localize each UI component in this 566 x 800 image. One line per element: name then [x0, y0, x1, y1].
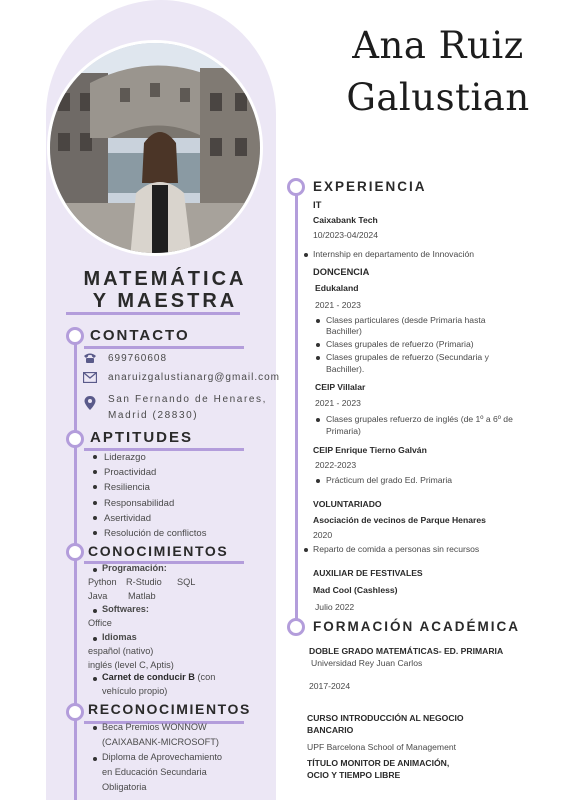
skill-item: Liderazgo — [92, 450, 206, 465]
languages-label: Idiomas — [102, 632, 137, 642]
edukaland-b1-line2: Bachiller) — [326, 326, 362, 336]
programming-lang: Python — [88, 577, 117, 587]
edukaland-dates: 2021 - 2023 — [315, 300, 361, 310]
course-title-line2: BANCARIO — [307, 725, 354, 735]
left-timeline-line — [74, 344, 77, 800]
license-line1 — [102, 671, 215, 685]
name-first: Ana Ruiz — [352, 24, 524, 67]
galvan-company: CEIP Enrique Tierno Galván — [313, 445, 427, 455]
location-pin-icon — [82, 396, 98, 410]
villalar-dates: 2021 - 2023 — [315, 398, 361, 408]
recognition-item2-line2: en Educación Secundaria — [102, 767, 207, 777]
bullet-dot — [316, 356, 320, 360]
bullet-dot — [316, 319, 320, 323]
contact-section-marker — [66, 327, 84, 345]
software-label: Softwares: — [102, 604, 149, 614]
recognition-item1-line1: Beca Premios WONNOW — [102, 722, 207, 732]
phone-icon — [82, 351, 98, 365]
bullet-dot — [93, 726, 97, 730]
festival-org: Mad Cool (Cashless) — [313, 585, 398, 595]
programming-label: Programación: — [102, 563, 167, 573]
programming-lang: Java — [88, 591, 108, 601]
teaching-heading: DONCENCIA — [313, 267, 370, 277]
programming-lang: R-Studio — [126, 577, 162, 587]
profile-photo — [47, 40, 263, 256]
skills-section-marker — [66, 430, 84, 448]
edukaland-b3-line1: Clases grupales de refuerzo (Secundaria y — [326, 352, 489, 362]
bullet-dot — [93, 637, 97, 641]
bullet-dot — [316, 479, 320, 483]
skill-item: Resolución de conflictos — [92, 526, 206, 541]
bullet-dot — [304, 253, 308, 257]
edukaland-b2: Clases grupales de refuerzo (Primaria) — [326, 339, 474, 349]
edukaland-company: Edukaland — [315, 283, 359, 293]
knowledge-section-marker — [66, 543, 84, 561]
recognitions-section-marker — [66, 703, 84, 721]
education-dates: 2017-2024 — [309, 681, 351, 691]
monitor-title-line2: OCIO Y TIEMPO LIBRE — [307, 770, 401, 780]
license-suffix: (con — [194, 672, 216, 682]
education-degree: DOBLE GRADO MATEMÁTICAS- ED. PRIMARIA — [309, 646, 504, 656]
volunteer-bullet: Reparto de comida a personas sin recursos — [313, 544, 480, 554]
edukaland-b1-line1: Clases particulares (desde Primaria hasta — [326, 315, 486, 325]
bullet-dot — [93, 609, 97, 613]
festival-date: Julio 2022 — [315, 602, 355, 612]
license-label: Carnet de conducir B — [102, 672, 195, 682]
contact-title-underline — [84, 346, 244, 349]
right-timeline-line — [295, 194, 298, 620]
recognition-item1-line2: (CAIXABANK-MICROSOFT) — [102, 737, 219, 747]
bullet-dot — [93, 757, 97, 761]
email-icon — [82, 370, 98, 384]
volunteer-heading: VOLUNTARIADO — [313, 499, 382, 509]
contact-email[interactable]: anaruizgalustianarg@gmail.com — [108, 372, 280, 383]
volunteer-year: 2020 — [313, 530, 333, 540]
galvan-dates: 2022-2023 — [315, 460, 357, 470]
contact-address-line1: San Fernando de Henares, — [108, 394, 268, 405]
software-value: Office — [88, 618, 112, 628]
bullet-dot — [304, 548, 308, 552]
edukaland-b3-line2: Bachiller). — [326, 364, 365, 374]
programming-lang: Matlab — [128, 591, 156, 601]
contact-title: CONTACTO — [90, 327, 190, 344]
villalar-company: CEIP Villalar — [315, 382, 366, 392]
recognition-item2-line3: Obligatoria — [102, 782, 147, 792]
skills-title: APTITUDES — [90, 429, 194, 446]
villalar-b1-line2: Primaria) — [326, 426, 361, 436]
contact-phone[interactable]: 699760608 — [108, 353, 168, 364]
knowledge-title: CONOCIMIENTOS — [88, 543, 229, 559]
bullet-dot — [93, 677, 97, 681]
course-school: UPF Barcelona School of Management — [307, 742, 457, 752]
profession-line1: MATEMÁTICA — [83, 268, 247, 290]
skill-item: Asertividad — [92, 511, 206, 526]
it-company: Caixabank Tech — [313, 215, 378, 225]
volunteer-org: Asociación de vecinos de Parque Henares — [313, 515, 486, 525]
education-section-marker — [287, 618, 305, 636]
contact-address-line2: Madrid (28830) — [108, 410, 199, 421]
skills-list — [92, 450, 206, 541]
bullet-dot — [316, 418, 320, 422]
education-university: Universidad Rey Juan Carlos — [311, 658, 423, 668]
programming-lang: SQL — [177, 577, 196, 587]
contact-phone-row — [82, 351, 167, 367]
language-item: inglés (level C, Aptis) — [88, 660, 174, 670]
contact-address-row — [82, 392, 267, 424]
experience-section-marker — [287, 178, 305, 196]
skill-item: Proactividad — [92, 465, 206, 480]
bullet-dot — [316, 343, 320, 347]
education-title: FORMACIÓN ACADÉMICA — [313, 619, 520, 634]
recognition-item2-line1: Diploma de Aprovechamiento — [102, 752, 223, 762]
license-line2: vehículo propio) — [102, 686, 168, 696]
bullet-dot — [93, 568, 97, 572]
profession-underline — [66, 312, 240, 315]
recognitions-title: RECONOCIMIENTOS — [88, 701, 251, 717]
profession-line2: Y MAESTRA — [92, 290, 238, 312]
it-heading: IT — [313, 200, 322, 211]
experience-title: EXPERIENCIA — [313, 179, 427, 194]
language-item: español (nativo) — [88, 646, 154, 656]
it-dates: 10/2023-04/2024 — [313, 230, 378, 240]
name-last: Galustian — [346, 76, 530, 119]
contact-email-row — [82, 370, 280, 386]
villalar-b1-line1: Clases grupales refuerzo de inglés (de 1º a 6º de — [326, 414, 513, 424]
skill-item: Responsabilidad — [92, 496, 206, 511]
it-bullet: Internship en departamento de Innovación — [313, 249, 475, 259]
course-title-line1: CURSO INTRODUCCIÓN AL NEGOCIO — [307, 713, 464, 723]
skill-item: Resiliencia — [92, 480, 206, 495]
galvan-b1: Prácticum del grado Ed. Primaria — [326, 475, 453, 485]
monitor-title-line1: TÍTULO MONITOR DE ANIMACIÓN, — [307, 758, 450, 768]
festival-heading: AUXILIAR DE FESTIVALES — [313, 568, 423, 578]
